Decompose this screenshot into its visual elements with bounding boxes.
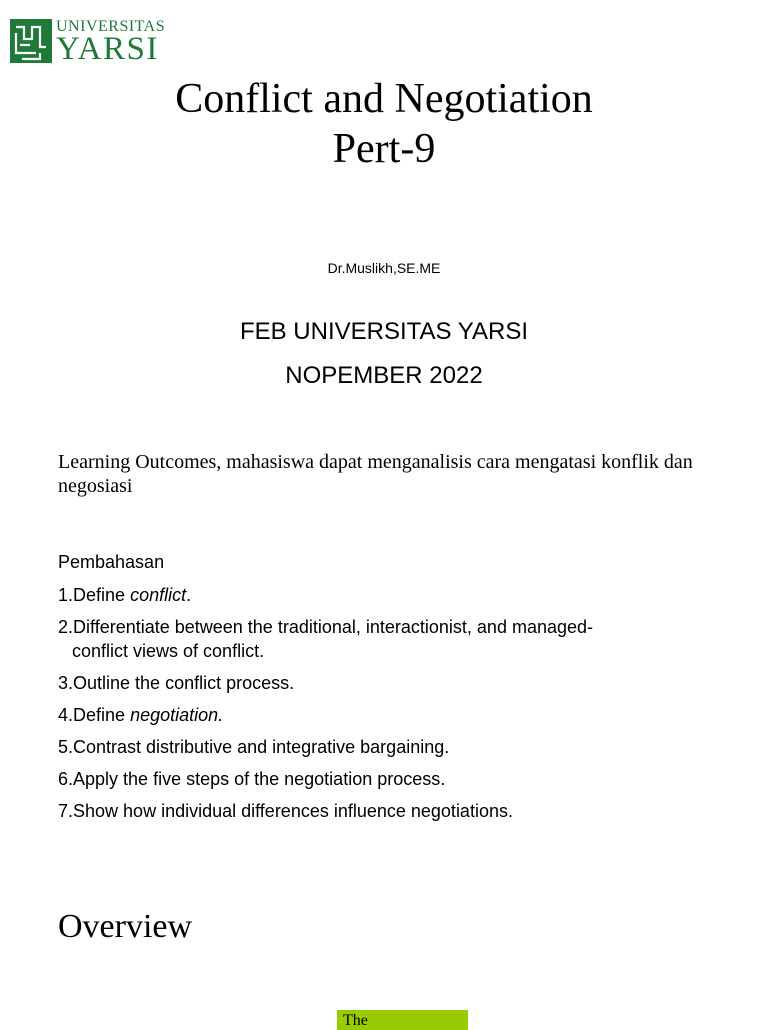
list-item: 5.Contrast distributive and integrative bargaining. [58,737,450,757]
page-subtitle: Pert-9 [332,126,436,172]
overview-heading: Overview [58,908,193,945]
logo-text-universitas: UNIVERSITAS [56,18,166,35]
pembahasan-heading: Pembahasan [58,552,165,572]
page-title: Conflict and Negotiation [175,76,593,122]
topic-list [58,583,738,831]
list-item: 1.Define conflict. [58,585,192,605]
list-item: 4.Define negotiation. [58,705,224,725]
yarsi-logo-icon [10,19,52,63]
logo-text-yarsi: YARSI [56,31,159,67]
presentation-date: NOPEMBER 2022 [285,362,483,389]
author-name: Dr.Muslikh,SE.ME [327,260,441,276]
university-logo [10,16,166,68]
list-item: 2.Differentiate between the traditional, interactionist, and managed- conflict views of conflict. [58,617,594,661]
list-item: 7.Show how individual differences influence negotiations. [58,801,513,821]
learning-outcomes: Learning Outcomes, mahasiswa dapat menganalisis cara mengatasi konflik dan negosiasi [58,451,693,497]
list-item: 6.Apply the five steps of the negotiation process. [58,769,446,789]
institution-name: FEB UNIVERSITAS YARSI [239,318,529,345]
overview-diagram-box: The [337,1010,468,1030]
list-item: 3.Outline the conflict process. [58,673,295,693]
